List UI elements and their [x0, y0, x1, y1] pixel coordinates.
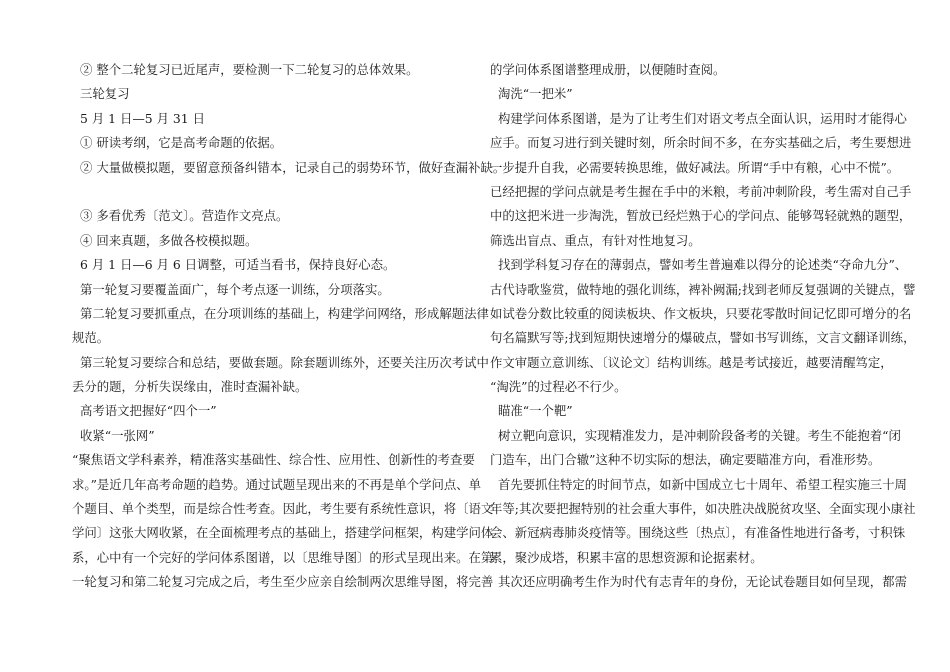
paragraph-line: 作文审题立意训练、〔议论文〕结构训练。越是考试接近，越要清醒笃定，	[490, 354, 893, 370]
paragraph-line: 其次还应明确考生作为时代有志青年的身份，无论试卷题目如何呈现，都需	[498, 574, 907, 590]
list-item: ① 研读考纲，它是高考命题的依据。	[80, 135, 283, 151]
section-heading: 三轮复习	[80, 86, 130, 102]
paragraph-line: 首先要抓住特定的时间节点，如新中国成立七十周年、希望工程实施三十周	[498, 476, 907, 492]
section-heading: 高考语文把握好“四个一”	[80, 403, 217, 419]
paragraph-line: 会、新冠病毒肺炎疫情等。围绕这些〔热点〕，有准备性地进行备考，寸积铢	[490, 525, 906, 541]
paragraph-line: 已经把握的学问点就是考生握在手中的米粮，考前冲刺阶段，考生需对自己手	[490, 183, 912, 199]
blank-line	[72, 180, 472, 204]
paragraph-line: 古代诗歌鉴赏，做特地的强化训练，裨补阙漏;找到老师反复强调的关键点，譬	[490, 281, 916, 297]
paragraph-line: 规范。	[72, 330, 110, 346]
paragraph-line: 系，心中有一个完好的学问体系图谱，以〔思维导图〕的形式呈现出来。在第	[72, 549, 494, 565]
paragraph-line: 筛选出盲点、重点，有针对性地复习。	[490, 232, 701, 248]
section-heading: 收紧“一张网”	[80, 427, 155, 443]
paragraph-line: “淘洗”的过程必不行少。	[490, 379, 627, 395]
paragraph-line: 中的这把米进一步淘洗，暂放已经烂熟于心的学问点、能够驾轻就熟的题型，	[490, 208, 912, 224]
list-item: ④ 回来真题，多做各校模拟题。	[80, 232, 258, 248]
paragraph-line: 应手。而复习进行到关键时刻，所余时间不多，在夯实基础之后，考生要想进	[490, 135, 912, 151]
paragraph-line: ② 整个二轮复习已近尾声，要检测一下二轮复习的总体效果。	[80, 62, 419, 77]
paragraph-line: 一轮复习和第二轮复习完成之后，考生至少应亲自绘制两次思维导图，将完善	[72, 574, 494, 590]
paragraph-line: 句名篇默写等;找到短期快速增分的爆破点，譬如书写训练，文言文翻译训练，	[490, 330, 916, 346]
paragraph-line: 学问〕这张大网收紧，在全面梳理考点的基础上，搭建学问框架，构建学问体	[72, 525, 494, 541]
section-heading: 瞄准“一个靶”	[498, 403, 573, 419]
right-column	[490, 58, 916, 595]
paragraph-line: 树立靶向意识，实现精准发力，是冲刺阶段备考的关键。考生不能抱着“闭	[498, 427, 901, 443]
date-range: 5 月 1 日—5 月 31 日	[80, 110, 206, 126]
date-range: 6 月 1 日—6 月 6 日调整，可适当看书，保持良好心态。	[80, 257, 396, 273]
paragraph-line: 第二轮复习要抓重点，在分项训练的基础上，构建学问网络，形成解题法律	[80, 305, 489, 321]
paragraph-line: 累，聚沙成塔，积累丰富的思想资源和论据素材。	[490, 549, 763, 565]
paragraph-line: 构建学问体系图谱，是为了让考生们对语文考点全面认识，运用时才能得心	[498, 110, 907, 126]
paragraph-line: 求。”是近几年高考命题的趋势。通过试题呈现出来的不再是单个学问点、单	[72, 476, 482, 492]
paragraph-line: 一步提升自我，必需要转换思维，做好减法。所谓“手中有粮，心中不慌”。	[490, 159, 900, 175]
paragraph-line: “聚焦语文学科素养，精准落实基础性、综合性、应用性、创新性的考查要	[72, 452, 475, 468]
paragraph-line: 的学问体系图谱整理成册，以便随时查阅。	[490, 62, 726, 77]
paragraph-line: 年等;其次要把握特别的社会重大事件，如决胜决战脱贫攻坚、全面实现小康社	[490, 501, 916, 517]
paragraph-line: 第一轮复习要覆盖面广，每个考点逐一训练，分项落实。	[80, 281, 390, 297]
paragraph-line: 个题目、单个类型，而是综合性考查。因此，考生要有系统性意识，将〔语文	[72, 501, 494, 517]
paragraph-line: 如试卷分数比较重的阅读板块、作文板块，只要花零散时间记忆即可增分的名	[490, 305, 912, 321]
paragraph-line: 第三轮复习要综合和总结，要做套题。除套题训练外，还要关注历次考试中	[80, 354, 489, 370]
list-item: ② 大量做模拟题，要留意预备纠错本，记录自己的弱势环节，做好查漏补缺。	[80, 159, 506, 175]
left-column	[72, 58, 506, 595]
section-heading: 淘洗“一把米”	[498, 86, 573, 102]
paragraph-line: 丢分的题，分析失误缘由，准时查漏补缺。	[72, 379, 308, 395]
paragraph-line: 找到学科复习存在的薄弱点，譬如考生普遍难以得分的论述类“夺命九分”、	[498, 257, 908, 273]
paragraph-line: 门造车，出门合辙”这种不切实际的想法，确定要瞄准方向，看准形势。	[490, 452, 881, 468]
list-item: ③ 多看优秀〔范文〕。营造作文亮点。	[80, 208, 289, 224]
